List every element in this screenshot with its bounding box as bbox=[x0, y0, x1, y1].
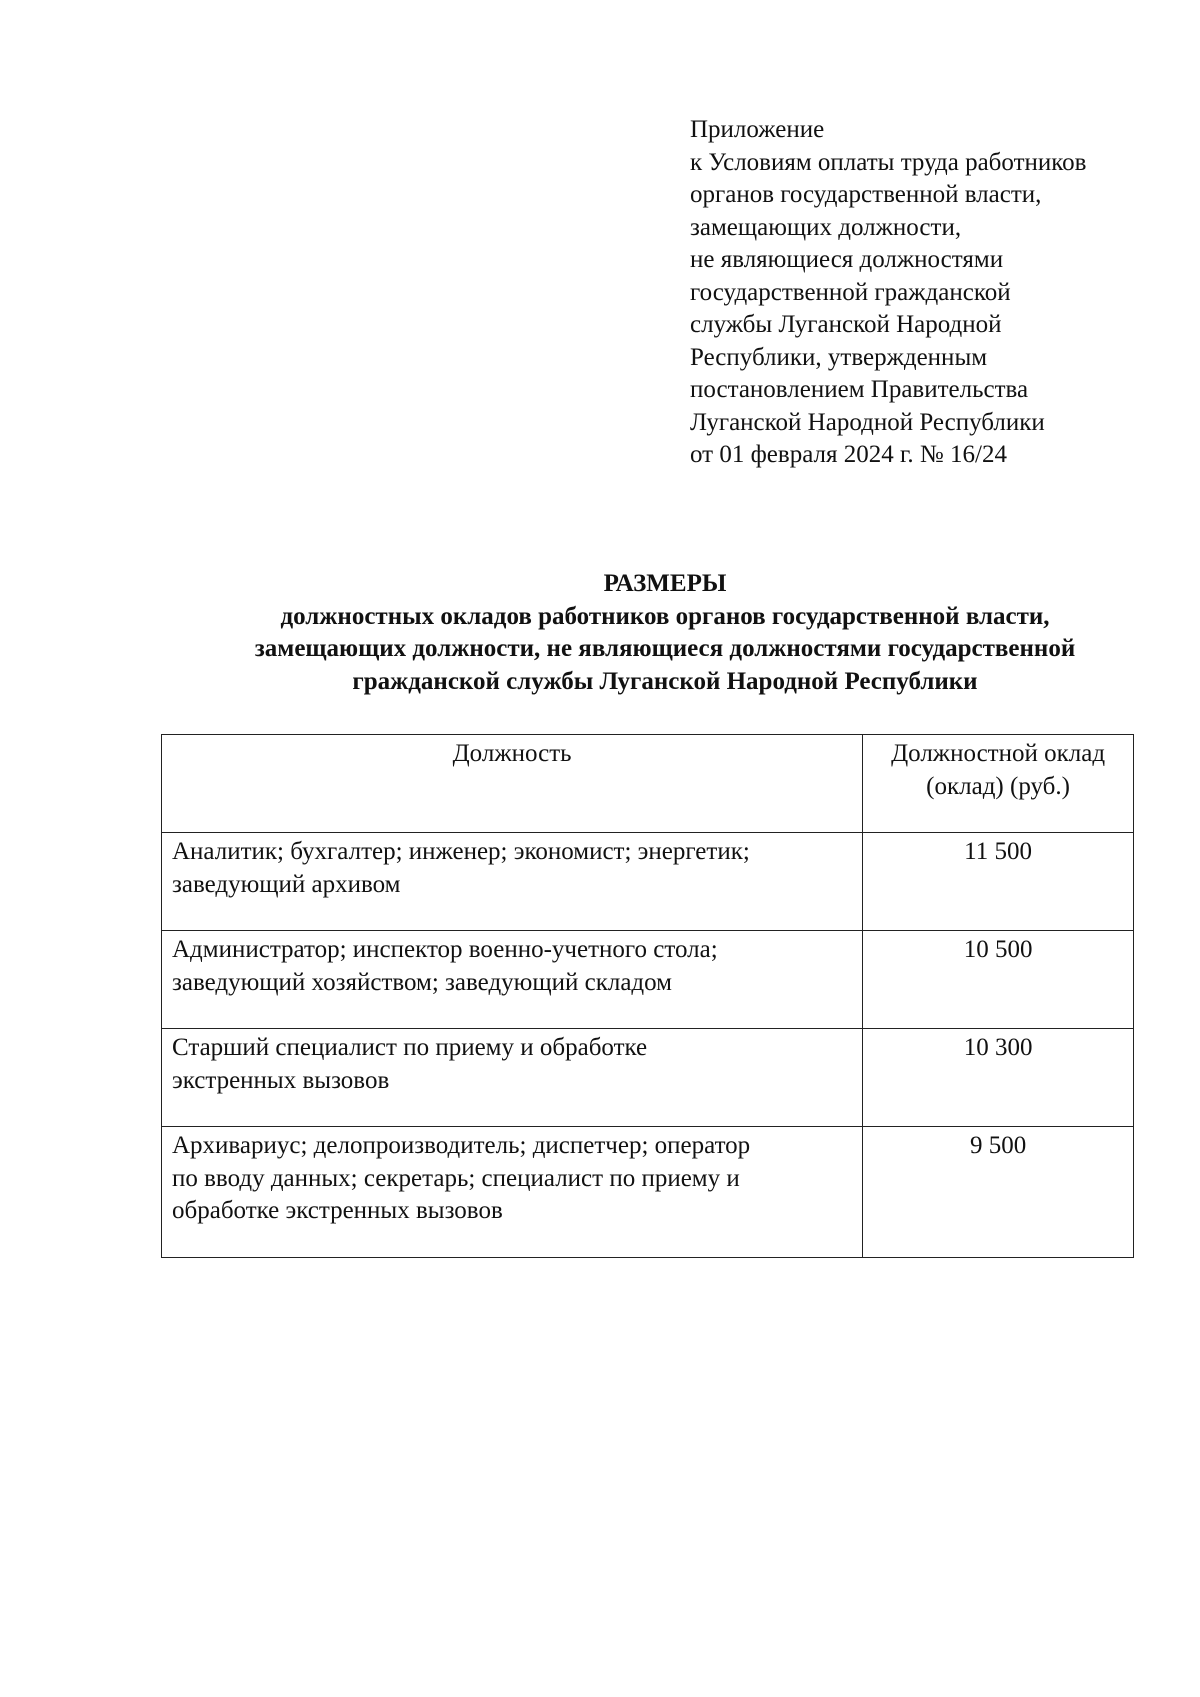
annex-line: Приложение bbox=[690, 116, 825, 143]
position-text-line: Аналитик; бухгалтер; инженер; экономист; энергетик; bbox=[172, 838, 750, 865]
annex-line: органов государственной власти, bbox=[690, 181, 1042, 208]
header-position: Должность bbox=[162, 735, 863, 833]
position-text-line: экстренных вызовов bbox=[172, 1066, 390, 1094]
position-text-line: обработке экстренных вызовов bbox=[172, 1197, 503, 1224]
header-salary-line: Должностной оклад bbox=[891, 740, 1106, 767]
document-subtitle-line: замещающих должности, не являющиеся должностями государственной bbox=[254, 635, 1076, 662]
annex-line: от 01 февраля 2024 г. № 16/24 bbox=[690, 441, 1007, 468]
document-heading bbox=[130, 568, 1200, 698]
table-row bbox=[162, 1029, 1134, 1127]
annex-line: замещающих должности, bbox=[690, 213, 962, 241]
position-text-line: Архивариус; делопроизводитель; диспетчер; оператор bbox=[172, 1132, 751, 1159]
salary-cell: 9 500 bbox=[863, 1127, 1134, 1258]
annex-line: службы Луганской Народной bbox=[690, 311, 1002, 338]
position-text-line: заведующий хозяйством; заведующий складом bbox=[172, 968, 672, 996]
table-row bbox=[162, 1127, 1134, 1258]
position-cell bbox=[162, 1029, 863, 1127]
annex-line: постановлением Правительства bbox=[690, 376, 1029, 403]
position-text-line: заведующий архивом bbox=[172, 870, 401, 898]
position-cell bbox=[162, 1127, 863, 1258]
table-row bbox=[162, 931, 1134, 1029]
annex-line: Республики, утвержденным bbox=[690, 343, 988, 371]
annex-block bbox=[690, 114, 1170, 472]
document-title: РАЗМЕРЫ bbox=[603, 570, 727, 597]
document-subtitle-line: должностных окладов работников органов государственной власти, bbox=[280, 602, 1050, 630]
annex-line: не являющиеся должностями bbox=[690, 246, 1004, 273]
position-text-line: Администратор; инспектор военно-учетного стола; bbox=[172, 936, 718, 963]
position-text-line: по вводу данных; секретарь; специалист по приему и bbox=[172, 1164, 740, 1192]
document-subtitle-line: гражданской службы Луганской Народной Республики bbox=[352, 667, 978, 695]
salary-cell: 10 500 bbox=[863, 931, 1134, 1029]
annex-line: к Условиям оплаты труда работников bbox=[690, 148, 1087, 176]
salary-cell: 11 500 bbox=[863, 833, 1134, 931]
table-row bbox=[162, 833, 1134, 931]
annex-line: Луганской Народной Республики bbox=[690, 408, 1045, 436]
table-header-row bbox=[162, 735, 1134, 833]
position-cell bbox=[162, 833, 863, 931]
annex-line: государственной гражданской bbox=[690, 278, 1011, 306]
position-cell bbox=[162, 931, 863, 1029]
position-text-line: Старший специалист по приему и обработке bbox=[172, 1034, 648, 1061]
header-salary bbox=[863, 735, 1134, 833]
header-salary-line: (оклад) (руб.) bbox=[926, 772, 1070, 800]
salary-cell: 10 300 bbox=[863, 1029, 1134, 1127]
salary-table bbox=[161, 734, 1134, 1258]
